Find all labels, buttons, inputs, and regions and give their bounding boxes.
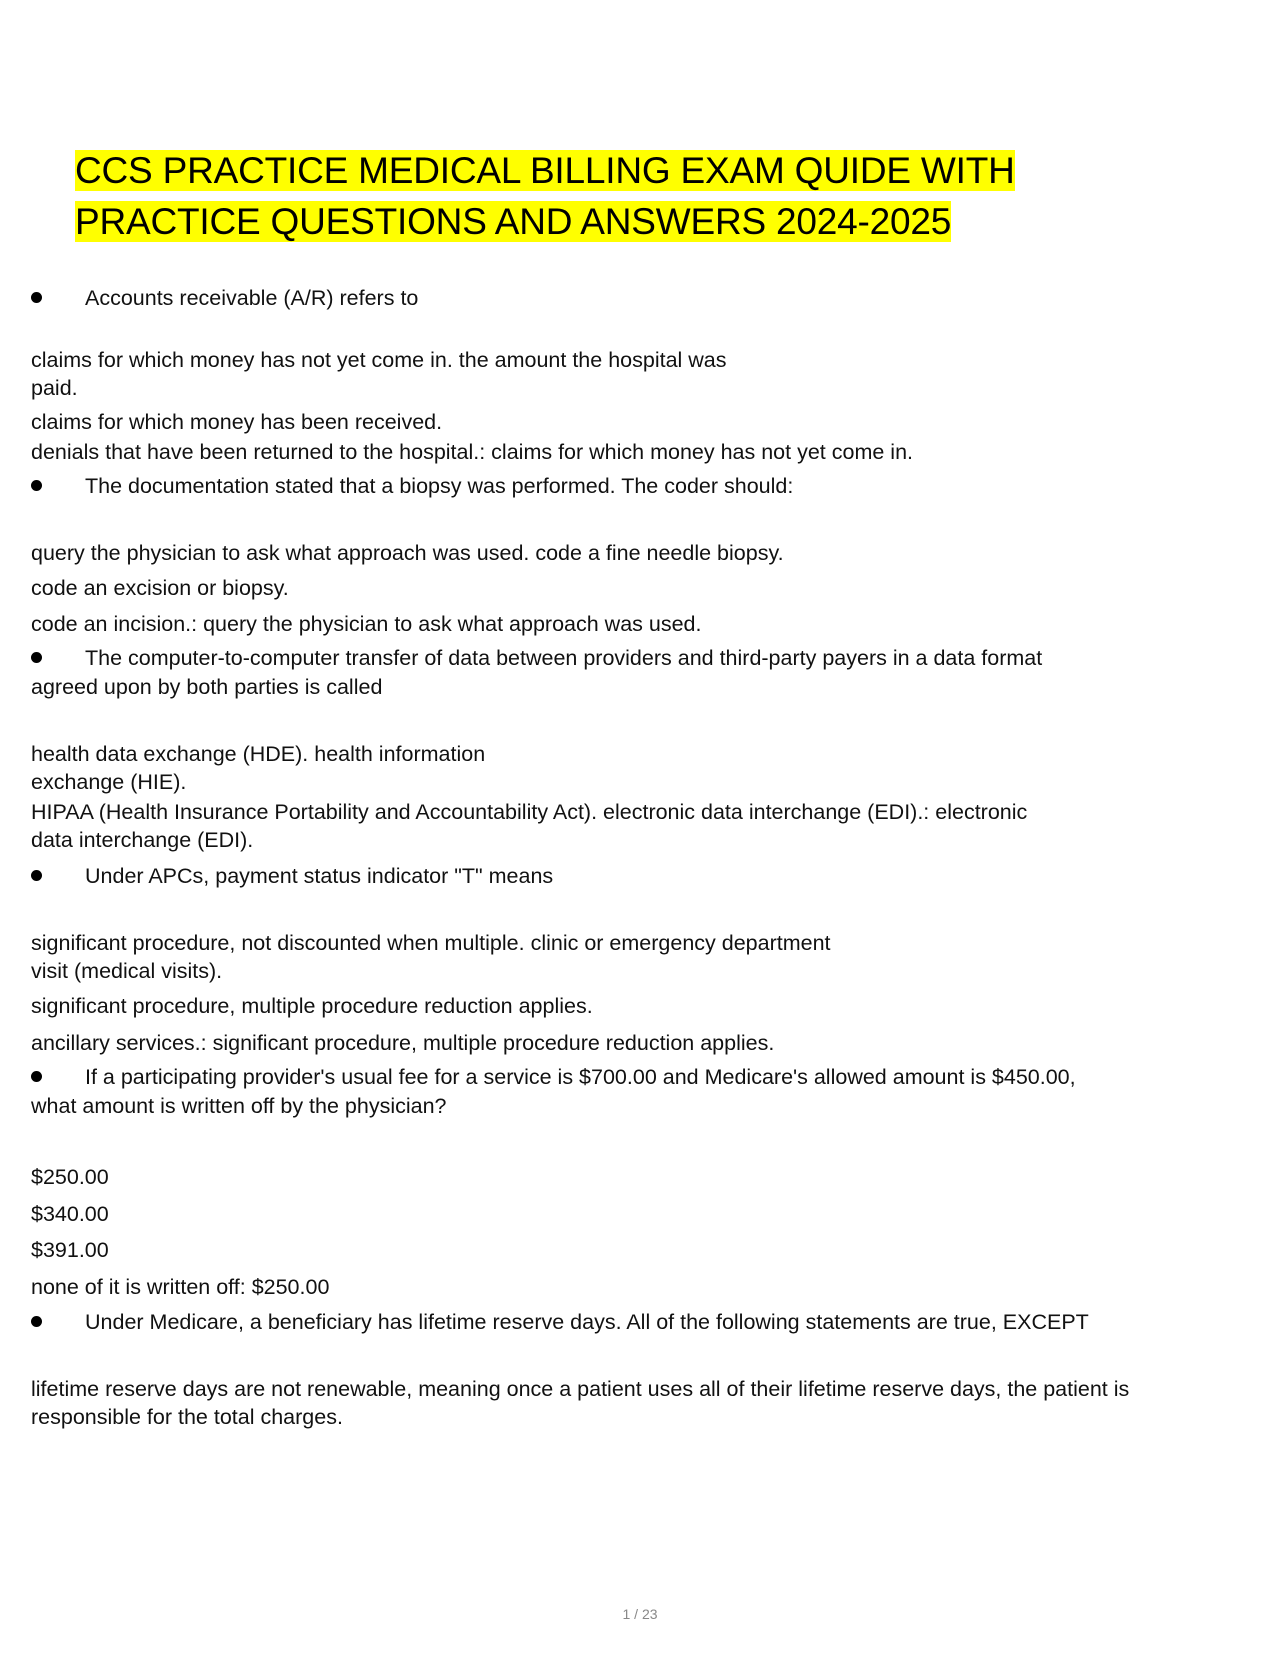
answer-line: exchange (HIE). [31, 770, 187, 794]
bullet-icon [31, 480, 42, 491]
question-text: If a participating provider's usual fee for a service is $700.00 and Medicare's allowed amount is $450.00, [85, 1065, 1076, 1089]
answer-line: HIPAA (Health Insurance Portability and Accountability Act). electronic data interchange (EDI).: electronic [31, 800, 1028, 824]
answer-line: denials that have been returned to the hospital.: claims for which money has not yet come in. [31, 440, 913, 464]
question-text-continued: agreed upon by both parties is called [31, 675, 383, 699]
answer-line: claims for which money has been received. [31, 410, 443, 434]
bullet-icon [31, 652, 42, 663]
answer-line: significant procedure, not discounted when multiple. clinic or emergency department [31, 931, 831, 955]
answer-line: ancillary services.: significant procedure, multiple procedure reduction applies. [31, 1031, 775, 1055]
answer-line: data interchange (EDI). [31, 828, 254, 852]
answer-line: code an incision.: query the physician to ask what approach was used. [31, 612, 702, 636]
bullet-icon [31, 1071, 42, 1082]
title-highlight: CCS PRACTICE MEDICAL BILLING EXAM QUIDE WITH PRACTICE QUESTIONS AND ANSWERS 2024-2025 [75, 150, 1015, 242]
question-text: Under Medicare, a beneficiary has lifetime reserve days. All of the following statements are true, EXCEPT [85, 1310, 1089, 1334]
answer-line: visit (medical visits). [31, 959, 223, 983]
bullet-icon [31, 870, 42, 881]
question-text: Under APCs, payment status indicator "T" means [85, 864, 554, 888]
document-title [75, 145, 1195, 247]
answer-line: paid. [31, 376, 78, 400]
question-text: The computer-to-computer transfer of data between providers and third-party payers in a data format [85, 646, 1043, 670]
question-text: The documentation stated that a biopsy was performed. The coder should: [85, 474, 794, 498]
answer-line: query the physician to ask what approach was used. code a fine needle biopsy. [31, 541, 784, 565]
answer-line: lifetime reserve days are not renewable, meaning once a patient uses all of their lifetime reserve days, the patient is [31, 1377, 1130, 1401]
answer-line: health data exchange (HDE). health information [31, 742, 486, 766]
answer-line: significant procedure, multiple procedure reduction applies. [31, 994, 593, 1018]
page-number: 1 / 23 [622, 1606, 658, 1622]
answer-line: $250.00 [31, 1165, 109, 1189]
answer-line: none of it is written off: $250.00 [31, 1275, 330, 1299]
question-text-continued: what amount is written off by the physician? [31, 1094, 447, 1118]
answer-line: $391.00 [31, 1238, 109, 1262]
question-text: Accounts receivable (A/R) refers to [85, 286, 419, 310]
answer-line: code an excision or biopsy. [31, 576, 289, 600]
answer-line: responsible for the total charges. [31, 1405, 343, 1429]
bullet-icon [31, 1316, 42, 1327]
answer-line: $340.00 [31, 1202, 109, 1226]
answer-line: claims for which money has not yet come in. the amount the hospital was [31, 348, 727, 372]
bullet-icon [31, 292, 42, 303]
